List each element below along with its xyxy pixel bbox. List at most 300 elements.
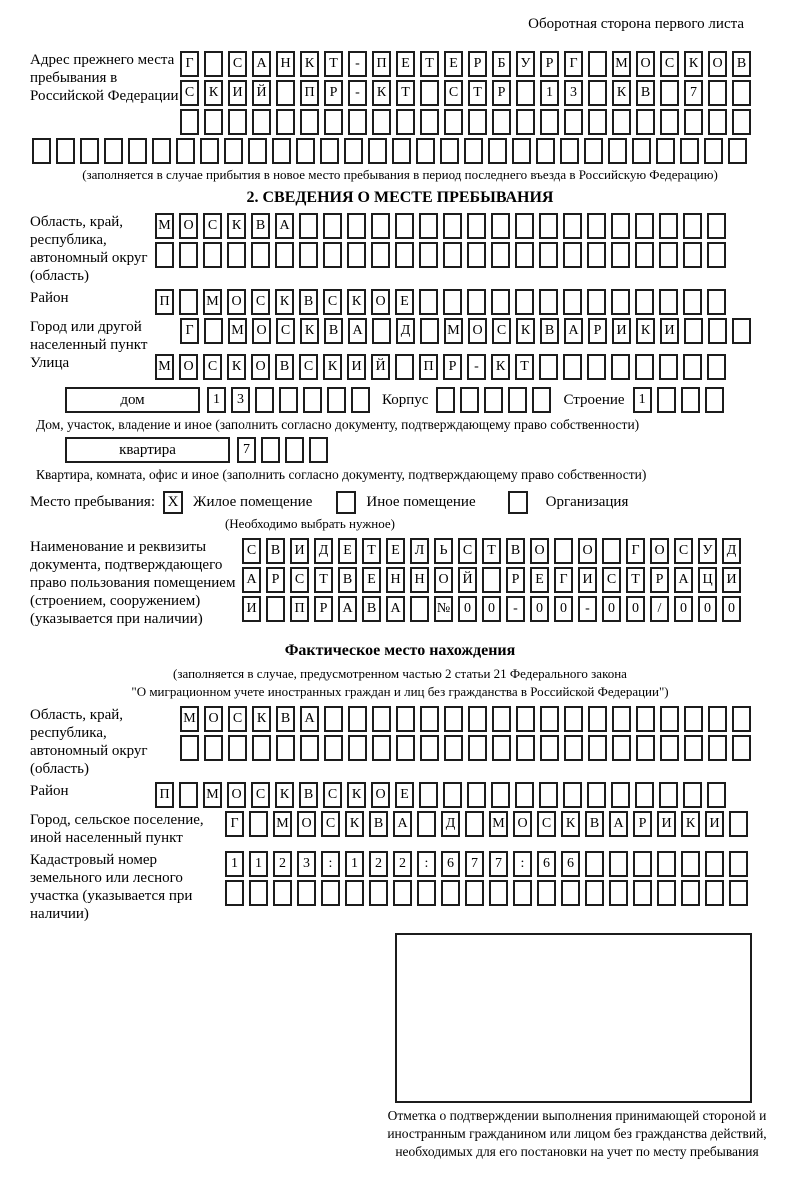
char-box[interactable] [585,851,604,877]
char-box[interactable]: С [321,811,340,837]
char-box[interactable]: К [516,318,535,344]
char-box[interactable]: Д [314,538,333,564]
char-box[interactable] [491,782,510,808]
char-box[interactable]: 1 [540,80,559,106]
char-box[interactable] [537,880,556,906]
char-box[interactable] [261,437,280,463]
char-box[interactable]: Р [492,80,511,106]
char-box[interactable] [299,213,318,239]
char-box[interactable] [276,735,295,761]
char-box[interactable]: 0 [554,596,573,622]
char-box[interactable] [468,706,487,732]
char-box[interactable] [180,109,199,135]
char-box[interactable]: 1 [633,387,652,413]
char-box[interactable] [419,242,438,268]
char-box[interactable]: В [299,289,318,315]
char-box[interactable] [273,880,292,906]
char-box[interactable] [444,735,463,761]
char-box[interactable]: М [155,213,174,239]
char-box[interactable] [224,138,243,164]
char-box[interactable]: Р [540,51,559,77]
char-box[interactable]: 1 [345,851,364,877]
char-box[interactable] [227,242,246,268]
char-box[interactable]: 3 [297,851,316,877]
char-box[interactable] [419,782,438,808]
char-box[interactable]: 6 [441,851,460,877]
char-box[interactable] [420,80,439,106]
char-box[interactable]: К [300,51,319,77]
char-box[interactable] [179,782,198,808]
char-box[interactable] [491,213,510,239]
char-box[interactable]: О [297,811,316,837]
char-box[interactable]: О [227,782,246,808]
char-box[interactable]: С [492,318,511,344]
char-box[interactable] [420,109,439,135]
char-box[interactable]: Д [396,318,415,344]
char-box[interactable] [684,318,703,344]
char-box[interactable] [179,242,198,268]
char-box[interactable] [152,138,171,164]
char-box[interactable] [299,242,318,268]
char-box[interactable] [323,213,342,239]
char-box[interactable]: К [227,354,246,380]
char-box[interactable]: А [275,213,294,239]
char-box[interactable] [464,138,483,164]
char-box[interactable] [420,318,439,344]
char-box[interactable] [705,851,724,877]
char-box[interactable] [309,437,328,463]
char-box[interactable]: С [203,354,222,380]
char-box[interactable] [705,880,724,906]
char-box[interactable]: Й [458,567,477,593]
char-box[interactable]: К [275,289,294,315]
stay-type-checkbox-organization[interactable] [508,491,528,514]
char-box[interactable]: 6 [561,851,580,877]
char-box[interactable] [633,851,652,877]
char-box[interactable]: Г [626,538,645,564]
char-box[interactable]: Н [276,51,295,77]
char-box[interactable] [539,213,558,239]
char-box[interactable] [635,289,654,315]
char-box[interactable] [683,242,702,268]
char-box[interactable]: Р [506,567,525,593]
char-box[interactable]: С [180,80,199,106]
char-box[interactable]: К [612,80,631,106]
char-box[interactable] [660,80,679,106]
char-box[interactable] [443,242,462,268]
char-box[interactable]: К [684,51,703,77]
char-box[interactable]: С [323,782,342,808]
char-box[interactable] [540,735,559,761]
char-box[interactable]: Т [420,51,439,77]
char-box[interactable]: 6 [537,851,556,877]
char-box[interactable] [707,213,726,239]
char-box[interactable]: О [513,811,532,837]
char-box[interactable] [200,138,219,164]
char-box[interactable] [348,706,367,732]
char-box[interactable] [444,706,463,732]
char-box[interactable] [460,387,479,413]
char-box[interactable]: И [722,567,741,593]
char-box[interactable] [508,387,527,413]
char-box[interactable] [204,51,223,77]
char-box[interactable] [515,242,534,268]
char-box[interactable] [729,851,748,877]
char-box[interactable]: 3 [231,387,250,413]
char-box[interactable]: В [540,318,559,344]
char-box[interactable]: 1 [249,851,268,877]
char-box[interactable] [467,213,486,239]
char-box[interactable] [345,880,364,906]
char-box[interactable] [681,851,700,877]
char-box[interactable]: Р [633,811,652,837]
char-box[interactable] [368,138,387,164]
char-box[interactable]: И [347,354,366,380]
char-box[interactable]: О [708,51,727,77]
char-box[interactable]: К [681,811,700,837]
char-box[interactable] [372,706,391,732]
char-box[interactable]: В [275,354,294,380]
char-box[interactable]: О [371,782,390,808]
char-box[interactable] [372,109,391,135]
char-box[interactable] [323,242,342,268]
char-box[interactable]: А [338,596,357,622]
char-box[interactable] [488,138,507,164]
char-box[interactable]: Е [395,289,414,315]
char-box[interactable] [564,706,583,732]
char-box[interactable] [272,138,291,164]
char-box[interactable] [395,213,414,239]
char-box[interactable]: 7 [465,851,484,877]
char-box[interactable] [285,437,304,463]
char-box[interactable]: А [393,811,412,837]
char-box[interactable] [681,880,700,906]
char-box[interactable]: О [251,354,270,380]
char-box[interactable]: Т [396,80,415,106]
char-box[interactable] [465,811,484,837]
char-box[interactable] [249,811,268,837]
char-box[interactable]: 1 [225,851,244,877]
char-box[interactable] [707,354,726,380]
char-box[interactable] [296,138,315,164]
char-box[interactable] [659,289,678,315]
char-box[interactable] [393,880,412,906]
char-box[interactable] [635,354,654,380]
char-box[interactable] [608,138,627,164]
char-box[interactable] [611,289,630,315]
char-box[interactable]: - [467,354,486,380]
char-box[interactable] [732,80,751,106]
char-box[interactable]: : [321,851,340,877]
char-box[interactable]: Т [362,538,381,564]
char-box[interactable]: М [180,706,199,732]
char-box[interactable] [516,80,535,106]
char-box[interactable] [657,387,676,413]
char-box[interactable] [563,289,582,315]
char-box[interactable] [276,109,295,135]
char-box[interactable] [228,109,247,135]
char-box[interactable] [372,318,391,344]
char-box[interactable] [636,735,655,761]
char-box[interactable]: К [345,811,364,837]
char-box[interactable]: Р [314,596,333,622]
char-box[interactable]: Е [444,51,463,77]
char-box[interactable]: А [348,318,367,344]
char-box[interactable]: Г [564,51,583,77]
char-box[interactable] [420,735,439,761]
char-box[interactable]: М [228,318,247,344]
char-box[interactable] [275,242,294,268]
char-box[interactable] [176,138,195,164]
char-box[interactable] [419,289,438,315]
char-box[interactable]: К [252,706,271,732]
char-box[interactable]: М [612,51,631,77]
char-box[interactable]: 0 [482,596,501,622]
char-box[interactable]: 7 [489,851,508,877]
char-box[interactable] [708,80,727,106]
char-box[interactable] [681,387,700,413]
char-box[interactable]: Т [482,538,501,564]
char-box[interactable]: Е [530,567,549,593]
char-box[interactable]: О [578,538,597,564]
char-box[interactable]: 0 [722,596,741,622]
char-box[interactable]: Р [266,567,285,593]
char-box[interactable]: О [252,318,271,344]
char-box[interactable] [684,706,703,732]
char-box[interactable] [659,354,678,380]
char-box[interactable] [563,354,582,380]
char-box[interactable]: Е [386,538,405,564]
char-box[interactable]: П [155,782,174,808]
char-box[interactable] [564,735,583,761]
char-box[interactable]: : [513,851,532,877]
char-box[interactable]: Г [225,811,244,837]
char-box[interactable] [588,706,607,732]
char-box[interactable]: Т [314,567,333,593]
char-box[interactable] [683,289,702,315]
char-box[interactable] [636,109,655,135]
stay-type-checkbox-other[interactable] [336,491,356,514]
char-box[interactable] [489,880,508,906]
char-box[interactable]: О [530,538,549,564]
char-box[interactable] [587,782,606,808]
char-box[interactable] [659,242,678,268]
char-box[interactable] [632,138,651,164]
char-box[interactable] [516,109,535,135]
char-box[interactable] [419,213,438,239]
char-box[interactable]: И [578,567,597,593]
char-box[interactable] [417,811,436,837]
char-box[interactable] [539,289,558,315]
char-box[interactable] [395,242,414,268]
char-box[interactable] [515,782,534,808]
char-box[interactable] [396,109,415,135]
char-box[interactable] [729,811,748,837]
char-box[interactable] [203,242,222,268]
char-box[interactable] [635,213,654,239]
char-box[interactable]: Р [468,51,487,77]
char-box[interactable] [584,138,603,164]
char-box[interactable]: У [516,51,535,77]
char-box[interactable]: К [491,354,510,380]
char-box[interactable]: О [204,706,223,732]
char-box[interactable] [587,354,606,380]
char-box[interactable]: - [348,80,367,106]
char-box[interactable] [612,109,631,135]
char-box[interactable] [587,213,606,239]
char-box[interactable] [155,242,174,268]
char-box[interactable]: 2 [369,851,388,877]
char-box[interactable]: С [276,318,295,344]
char-box[interactable]: С [660,51,679,77]
char-box[interactable] [732,318,751,344]
char-box[interactable] [633,880,652,906]
char-box[interactable] [515,213,534,239]
char-box[interactable] [492,735,511,761]
char-box[interactable]: О [227,289,246,315]
char-box[interactable] [327,387,346,413]
char-box[interactable]: К [347,782,366,808]
char-box[interactable]: - [348,51,367,77]
char-box[interactable] [611,213,630,239]
char-box[interactable]: Е [396,51,415,77]
char-box[interactable]: О [636,51,655,77]
char-box[interactable] [255,387,274,413]
char-box[interactable]: Л [410,538,429,564]
char-box[interactable] [588,735,607,761]
char-box[interactable] [351,387,370,413]
char-box[interactable] [56,138,75,164]
char-box[interactable]: 0 [698,596,717,622]
house-type-field[interactable]: дом [65,387,200,413]
char-box[interactable] [396,735,415,761]
char-box[interactable] [324,735,343,761]
char-box[interactable] [396,706,415,732]
char-box[interactable] [635,782,654,808]
char-box[interactable] [347,213,366,239]
char-box[interactable]: 0 [530,596,549,622]
char-box[interactable]: 3 [564,80,583,106]
char-box[interactable] [561,880,580,906]
char-box[interactable]: С [251,782,270,808]
char-box[interactable] [707,782,726,808]
char-box[interactable]: В [732,51,751,77]
char-box[interactable] [683,354,702,380]
char-box[interactable]: Е [395,782,414,808]
char-box[interactable] [104,138,123,164]
char-box[interactable] [180,735,199,761]
char-box[interactable]: П [372,51,391,77]
char-box[interactable] [321,880,340,906]
char-box[interactable] [708,318,727,344]
char-box[interactable]: П [290,596,309,622]
char-box[interactable]: С [602,567,621,593]
char-box[interactable] [704,138,723,164]
char-box[interactable] [467,289,486,315]
char-box[interactable]: 2 [393,851,412,877]
char-box[interactable]: Г [554,567,573,593]
char-box[interactable]: П [419,354,438,380]
char-box[interactable]: В [266,538,285,564]
char-box[interactable] [440,138,459,164]
char-box[interactable] [297,880,316,906]
char-box[interactable] [128,138,147,164]
char-box[interactable]: К [636,318,655,344]
char-box[interactable]: А [674,567,693,593]
char-box[interactable]: М [203,782,222,808]
char-box[interactable] [417,880,436,906]
char-box[interactable] [392,138,411,164]
char-box[interactable] [539,782,558,808]
char-box[interactable] [492,706,511,732]
char-box[interactable]: Т [468,80,487,106]
char-box[interactable] [659,782,678,808]
char-box[interactable] [80,138,99,164]
char-box[interactable] [443,289,462,315]
char-box[interactable] [609,880,628,906]
char-box[interactable] [611,354,630,380]
char-box[interactable]: Б [492,51,511,77]
char-box[interactable]: К [561,811,580,837]
char-box[interactable]: С [251,289,270,315]
char-box[interactable]: 1 [207,387,226,413]
char-box[interactable] [348,735,367,761]
char-box[interactable] [512,138,531,164]
char-box[interactable] [564,109,583,135]
char-box[interactable] [513,880,532,906]
char-box[interactable] [656,138,675,164]
char-box[interactable]: О [650,538,669,564]
char-box[interactable] [588,51,607,77]
char-box[interactable]: 2 [273,851,292,877]
char-box[interactable]: С [323,289,342,315]
char-box[interactable] [516,706,535,732]
char-box[interactable] [395,354,414,380]
char-box[interactable]: А [609,811,628,837]
char-box[interactable]: К [227,213,246,239]
char-box[interactable]: С [299,354,318,380]
char-box[interactable] [515,289,534,315]
char-box[interactable] [588,80,607,106]
char-box[interactable] [516,735,535,761]
char-box[interactable]: К [204,80,223,106]
char-box[interactable]: И [612,318,631,344]
char-box[interactable] [369,880,388,906]
char-box[interactable] [324,706,343,732]
char-box[interactable] [491,242,510,268]
char-box[interactable]: С [674,538,693,564]
char-box[interactable] [588,109,607,135]
char-box[interactable] [371,242,390,268]
char-box[interactable] [372,735,391,761]
char-box[interactable] [179,289,198,315]
char-box[interactable] [348,109,367,135]
char-box[interactable]: Т [324,51,343,77]
char-box[interactable]: Т [515,354,534,380]
char-box[interactable] [300,735,319,761]
char-box[interactable]: Ц [698,567,717,593]
char-box[interactable] [204,109,223,135]
char-box[interactable] [705,387,724,413]
char-box[interactable] [587,242,606,268]
char-box[interactable]: 0 [674,596,693,622]
char-box[interactable]: Е [362,567,381,593]
char-box[interactable]: Р [650,567,669,593]
char-box[interactable]: А [564,318,583,344]
char-box[interactable] [708,735,727,761]
char-box[interactable] [468,109,487,135]
char-box[interactable]: С [242,538,261,564]
